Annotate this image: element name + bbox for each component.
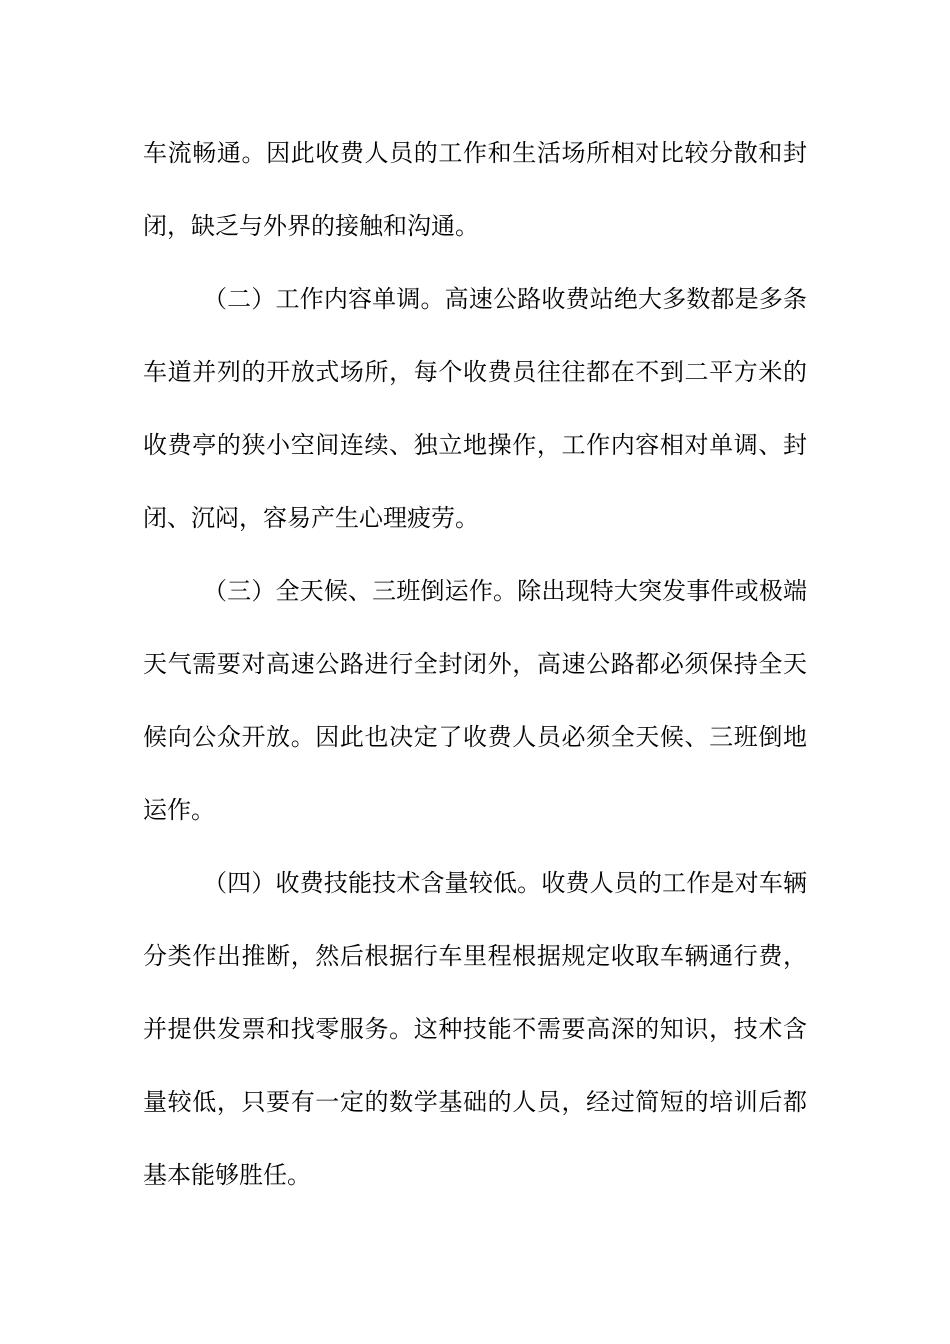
text-line: 运作。 (143, 796, 215, 824)
text-line: 收费亭的狭小空间连续、独立地操作，工作内容相对单调、封 (143, 431, 807, 459)
text-line: 闭、沉闷，容易产生心理疲劳。 (143, 504, 479, 532)
paragraph-2-first-line: （二）工作内容单调。高速公路收费站绝大多数都是多条 (203, 285, 807, 313)
text-line: 分类作出推断，然后根据行车里程根据规定收取车辆通行费， (143, 942, 807, 970)
text-line: 候向公众开放。因此也决定了收费人员必须全天候、三班倒地 (143, 723, 807, 751)
text-line: 基本能够胜任。 (143, 1161, 311, 1189)
text-line: 闭，缺乏与外界的接触和沟通。 (143, 212, 479, 240)
text-line: 并提供发票和找零服务。这种技能不需要高深的知识，技术含 (143, 1015, 807, 1043)
text-line: 车流畅通。因此收费人员的工作和生活场所相对比较分散和封 (143, 139, 807, 167)
document-body (143, 130, 807, 1198)
paragraph-3-first-line: （三）全天候、三班倒运作。除出现特大突发事件或极端 (203, 577, 807, 605)
paragraph-4-first-line: （四）收费技能技术含量较低。收费人员的工作是对车辆 (203, 869, 807, 897)
text-line: 量较低，只要有一定的数学基础的人员，经过简短的培训后都 (143, 1088, 807, 1116)
text-line: 车道并列的开放式场所，每个收费员往往都在不到二平方米的 (143, 358, 807, 386)
text-line: 天气需要对高速公路进行全封闭外，高速公路都必须保持全天 (143, 650, 807, 678)
